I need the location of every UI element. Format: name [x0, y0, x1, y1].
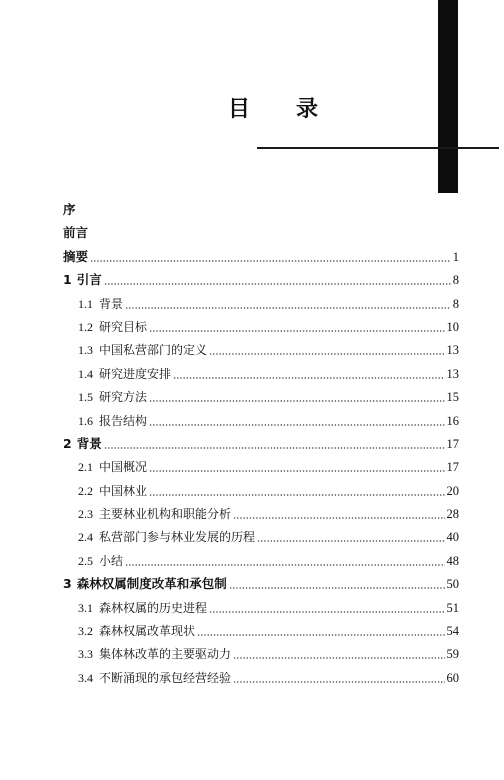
toc-entry-number: 2.2: [78, 483, 93, 498]
toc-entry-label: 中国概况: [99, 460, 148, 475]
dot-leader: [149, 424, 444, 426]
dot-leader: [149, 400, 444, 402]
toc-entry[interactable]: [63, 221, 459, 241]
toc-entry[interactable]: [63, 642, 459, 662]
dot-leader: [149, 494, 444, 496]
dot-leader: [209, 611, 444, 613]
dot-leader: [104, 447, 445, 449]
dot-leader: [209, 353, 444, 355]
toc-entry-page: 16: [446, 413, 459, 428]
toc-entry-label: 引言: [76, 272, 102, 288]
toc-entry-number: 3.2: [78, 624, 93, 639]
toc-entry-page: 13: [446, 343, 459, 358]
toc-entry-label: 森林权属改革现状: [99, 624, 196, 639]
toc-entry-number: 3.1: [78, 600, 93, 615]
toc-entry-number: 2.5: [78, 553, 93, 568]
toc-entry[interactable]: [63, 455, 459, 475]
toc-entry-label: 森林权属的历史进程: [99, 600, 208, 615]
toc-entry-page: 48: [446, 553, 459, 568]
toc-entry-label: 小结: [99, 553, 124, 568]
toc-entry[interactable]: [63, 315, 459, 335]
toc-entry-number: 1.1: [78, 296, 93, 311]
table-of-contents: [63, 198, 459, 689]
title-rule: [257, 147, 499, 149]
toc-entry-page: 17: [446, 436, 459, 451]
dot-leader: [149, 330, 444, 332]
dot-leader: [149, 470, 444, 472]
toc-entry-label: 背景: [99, 296, 124, 311]
toc-entry-page: 8: [452, 296, 459, 311]
toc-entry-number: 2.4: [78, 530, 93, 545]
toc-entry-label: 主要林业机构和职能分析: [99, 507, 232, 522]
toc-entry-label: 中国私营部门的定义: [99, 343, 208, 358]
toc-entry-label: 摘要: [63, 248, 89, 264]
toc-entry[interactable]: [63, 292, 459, 312]
toc-entry-label: 报告结构: [99, 413, 148, 428]
toc-entry-number: 1.2: [78, 319, 93, 334]
decorative-black-bar: [438, 0, 458, 193]
toc-entry[interactable]: [63, 666, 459, 686]
toc-entry[interactable]: [63, 572, 459, 592]
dot-leader: [173, 377, 444, 379]
toc-entry-number: 1: [63, 272, 72, 288]
toc-entry-number: 2.3: [78, 507, 93, 522]
page-title: 目 录: [228, 96, 331, 122]
toc-entry[interactable]: [63, 268, 459, 288]
toc-entry[interactable]: [63, 525, 459, 545]
toc-entry[interactable]: [63, 432, 459, 452]
toc-entry-page: 54: [446, 624, 459, 639]
toc-entry[interactable]: [63, 198, 459, 218]
toc-entry-page: 51: [446, 600, 459, 615]
toc-entry[interactable]: [63, 362, 459, 382]
toc-entry[interactable]: [63, 479, 459, 499]
toc-entry-number: 1.5: [78, 390, 93, 405]
toc-entry-label: 私营部门参与林业发展的历程: [99, 530, 256, 545]
toc-entry-number: 3.4: [78, 670, 93, 685]
dot-leader: [229, 587, 445, 589]
toc-entry-page: 59: [446, 647, 459, 662]
toc-entry-number: 2.1: [78, 460, 93, 475]
toc-entry-page: 40: [446, 530, 459, 545]
toc-entry[interactable]: [63, 385, 459, 405]
toc-entry-number: 2: [63, 435, 72, 451]
toc-entry-page: 1: [452, 249, 459, 264]
toc-entry-page: 15: [446, 390, 459, 405]
toc-entry-label: 森林权属制度改革和承包制: [76, 576, 227, 592]
toc-entry-label: 研究进度安排: [99, 366, 172, 381]
toc-entry-page: 28: [446, 507, 459, 522]
toc-entry[interactable]: [63, 549, 459, 569]
toc-entry[interactable]: [63, 502, 459, 522]
toc-entry[interactable]: [63, 619, 459, 639]
toc-entry-number: 3.3: [78, 647, 93, 662]
toc-entry-label: 集体林改革的主要驱动力: [99, 647, 232, 662]
dot-leader: [233, 681, 444, 683]
toc-entry-label: 研究目标: [99, 319, 148, 334]
toc-entry-page: 8: [452, 273, 459, 288]
toc-entry-label: 研究方法: [99, 390, 148, 405]
dot-leader: [90, 260, 451, 262]
toc-entry-page: 20: [446, 483, 459, 498]
dot-leader: [233, 657, 444, 659]
toc-entry-page: 60: [446, 670, 459, 685]
toc-entry[interactable]: [63, 596, 459, 616]
toc-entry-label: 前言: [63, 225, 89, 241]
dot-leader: [125, 307, 451, 309]
toc-entry-page: 13: [446, 366, 459, 381]
dot-leader: [197, 634, 444, 636]
toc-entry-number: 1.6: [78, 413, 93, 428]
dot-leader: [125, 564, 444, 566]
toc-entry-number: 1.3: [78, 343, 93, 358]
toc-entry-number: 1.4: [78, 366, 93, 381]
toc-entry-label: 中国林业: [99, 483, 148, 498]
toc-entry[interactable]: [63, 409, 459, 429]
toc-entry-label: 背景: [76, 435, 102, 451]
dot-leader: [233, 517, 444, 519]
toc-entry-label: 不断涌现的承包经营经验: [99, 670, 232, 685]
dot-leader: [104, 283, 451, 285]
toc-entry-page: 10: [446, 319, 459, 334]
toc-entry[interactable]: [63, 245, 459, 265]
toc-entry-number: 3: [63, 576, 72, 592]
toc-entry-label: 序: [63, 202, 76, 217]
toc-entry-page: 17: [446, 460, 459, 475]
toc-entry-page: 50: [446, 577, 459, 592]
dot-leader: [257, 540, 444, 542]
toc-entry[interactable]: [63, 338, 459, 358]
